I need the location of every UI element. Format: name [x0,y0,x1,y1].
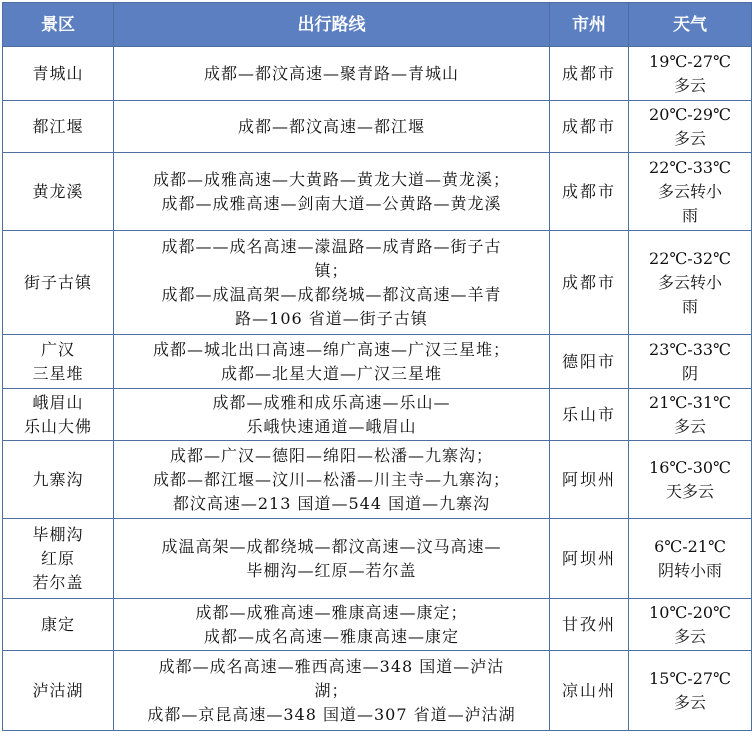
weather-line: 22℃-33℃ [649,157,731,177]
weather-line: 雨 [681,296,698,316]
weather-line: 19℃-27℃ [649,51,731,71]
weather-cell [629,441,752,519]
weather-cell [629,335,752,389]
spot-cell [3,101,114,153]
spot-line: 青城山 [32,63,84,83]
weather-line: 多云 [673,692,706,712]
header-route: 出行路线 [114,3,550,47]
spot-line: 广汉 [40,339,75,359]
spot-line: 峨眉山 [32,392,84,412]
weather-line: 6℃-21℃ [654,536,726,556]
weather-line: 23℃-33℃ [649,339,731,359]
spot-cell [3,153,114,231]
header-spot: 景区 [3,3,114,47]
route-line: 镇； [314,260,349,280]
spot-cell [3,231,114,335]
weather-line: 16℃-30℃ [649,457,731,477]
weather-line: 多云转小 [657,272,722,292]
spot-line: 若尔盖 [32,572,84,592]
route-cell [114,389,550,441]
table-row [3,519,752,599]
header-weather: 天气 [629,3,752,47]
table-row [3,153,752,231]
weather-line: 多云 [673,75,706,95]
table-row [3,441,752,519]
route-line: 成都—都汶高速—聚青路—青城山 [203,63,459,83]
table-row [3,651,752,731]
spot-cell [3,651,114,731]
weather-line: 多云 [673,128,706,148]
spot-line: 泸沽湖 [32,680,84,700]
weather-line: 天多云 [665,481,714,501]
route-line: 成都——成名高速—濛温路—成青路—街子古 [161,236,502,256]
table-row [3,335,752,389]
route-cell [114,101,550,153]
route-line: 成都—广汉—德阳—绵阳—松潘—九寨沟； [169,445,493,465]
scenic-route-table [2,2,752,731]
table-row [3,389,752,441]
route-line: 成都—成雅高速—雅康高速—康定； [195,602,468,622]
city-cell: 乐山市 [550,389,629,441]
city-cell: 成都市 [550,101,629,153]
route-line: 成都—成雅高速—大黄路—黄龙大道—黄龙溪； [152,169,510,189]
weather-line: 雨 [681,205,698,225]
spot-cell [3,441,114,519]
table-row [3,101,752,153]
spot-cell [3,335,114,389]
route-cell [114,231,550,335]
spot-line: 红原 [40,548,75,568]
spot-line: 都江堰 [32,116,84,136]
weather-line: 阴转小雨 [657,560,722,580]
route-cell [114,153,550,231]
weather-line: 多云 [673,416,706,436]
weather-line: 多云转小 [657,181,722,201]
table-row [3,47,752,101]
route-line: 成都—城北出口高速—绵广高速—广汉三星堆； [152,339,510,359]
route-line: 成都—成名高速—雅康高速—康定 [203,626,459,646]
city-cell: 阿坝州 [550,441,629,519]
weather-cell [629,389,752,441]
route-line: 路—106 省道—街子古镇 [235,308,428,328]
city-cell: 德阳市 [550,335,629,389]
route-line: 成都—都汶高速—都江堰 [237,116,425,136]
city-cell: 阿坝州 [550,519,629,599]
spot-line: 康定 [40,614,75,634]
spot-line: 九寨沟 [32,469,84,489]
spot-line: 乐山大佛 [23,416,92,436]
city-cell: 成都市 [550,231,629,335]
weather-line: 多云 [673,626,706,646]
weather-cell [629,651,752,731]
route-cell [114,441,550,519]
route-line: 乐峨快速通道—峨眉山 [246,416,417,436]
weather-cell [629,47,752,101]
spot-line: 街子古镇 [23,272,92,292]
spot-cell [3,47,114,101]
table-row [3,599,752,651]
route-line: 成都—都江堰—汶川—松潘—川主寺—九寨沟； [152,469,510,489]
weather-line: 21℃-31℃ [649,392,731,412]
route-line: 成都—成雅高速—剑南大道—公黄路—黄龙溪 [161,193,502,213]
weather-line: 阴 [681,363,698,383]
weather-cell [629,231,752,335]
route-line: 成都—北星大道—广汉三星堆 [220,363,442,383]
spot-cell [3,389,114,441]
spot-cell [3,519,114,599]
route-cell [114,599,550,651]
route-cell [114,519,550,599]
route-line: 成都—京昆高速—348 国道—307 省道—泸沽湖 [147,704,516,724]
header-row [3,3,752,47]
weather-line: 10℃-20℃ [649,602,731,622]
weather-cell [629,101,752,153]
spot-line: 黄龙溪 [32,181,84,201]
city-cell: 凉山州 [550,651,629,731]
table-row [3,231,752,335]
city-cell: 成都市 [550,47,629,101]
route-line: 成都—成雅和成乐高速—乐山— [212,392,451,412]
weather-cell [629,599,752,651]
weather-line: 20℃-29℃ [649,104,731,124]
spot-line: 毕棚沟 [32,524,84,544]
route-line: 毕棚沟—红原—若尔盖 [246,560,417,580]
city-cell: 甘孜州 [550,599,629,651]
route-cell [114,651,550,731]
weather-line: 22℃-32℃ [649,248,731,268]
weather-cell [629,153,752,231]
route-line: 成都—成温高架—成都绕城—都汶高速—羊青 [161,284,502,304]
header-city: 市州 [550,3,629,47]
route-cell [114,335,550,389]
route-line: 成都—成名高速—雅西高速—348 国道—泸沽 [158,656,505,676]
spot-line: 三星堆 [32,363,84,383]
route-line: 成温高架—成都绕城—都汶高速—汶马高速— [161,536,502,556]
route-cell [114,47,550,101]
route-line: 湖； [314,680,349,700]
spot-cell [3,599,114,651]
route-line: 都汶高速—213 国道—544 国道—九寨沟 [172,493,491,513]
weather-cell [629,519,752,599]
city-cell: 成都市 [550,153,629,231]
weather-line: 15℃-27℃ [649,668,731,688]
